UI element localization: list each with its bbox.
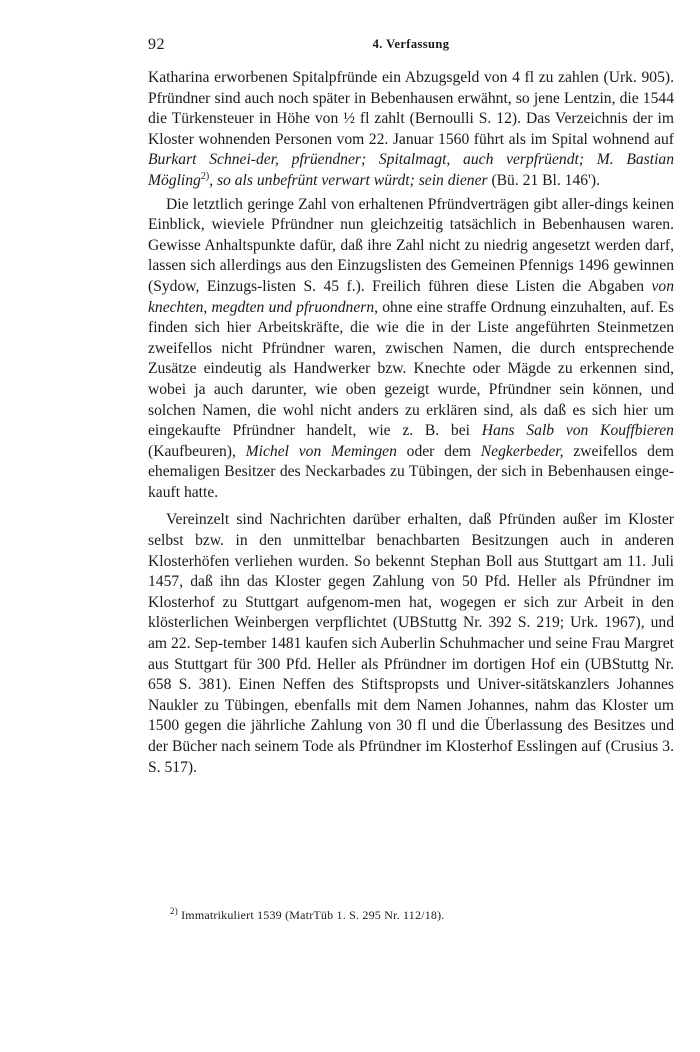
italic-quote: von knechten, megdten und pfruondnern, xyxy=(148,277,674,316)
page-number: 92 xyxy=(148,36,165,53)
italic-quote: Negkerbeder, xyxy=(480,442,564,460)
page-header xyxy=(148,36,674,56)
footnote xyxy=(170,908,670,923)
main-text xyxy=(148,68,674,778)
paragraph-1 xyxy=(148,68,674,192)
text-run: Die letztlich geringe Zahl von erhaltenen Pfründverträgen gibt aller-dings keinen Einblick, wieviele Pfründner nun gleichzeitig tatsächlich in Bebenhausen waren. Gewisse Anhaltspunkte dafür, daß ihre Zahl nicht zu niedrig angesetzt werden darf, lassen sich allerdings aus den Einzugslisten des Gemeinen Pfennigs 1496 gewinnen (Sydow, Einzugs-listen S. 45 f.). Freilich führen diese Listen die Abgaben xyxy=(148,195,674,295)
text-run: (Bü. 21 Bl. 146'). xyxy=(487,171,600,189)
italic-quote: Michel von Memingen xyxy=(245,442,397,460)
text-run: zweifellos dem ehemaligen Besitzer des Neckarbades zu Tübingen, der sich in Bebenhausen einge-kauft hatte. xyxy=(148,442,674,501)
text-run: Katharina erworbenen Spitalpfründe ein Abzugsgeld von 4 fl zu zahlen (Urk. 905). Pfründner sind auch noch später in Bebenhausen erwähnt, so jene Lentzin, die 1544 die Türkensteuer in Höhe von ½ fl zahlt (Bernoulli S. 12). Das Verzeichnis der im Kloster wohnenden Personen vom 22. Januar 1560 führt als im Spital wohnend auf xyxy=(148,69,674,148)
text-run: oder dem xyxy=(396,442,481,460)
paragraph-2 xyxy=(148,195,674,504)
text-run: (Kaufbeuren), xyxy=(148,442,246,460)
footnote-reference: 2) xyxy=(200,170,210,182)
italic-quote: Burkart Schnei-der, pfrüendner; Spitalmagt, auch verpfrüendt; M. Bastian Mögling xyxy=(148,151,674,189)
text-run: , xyxy=(209,171,217,189)
text-run: Vereinzelt sind Nachrichten darüber erhalten, daß Pfründen außer im Kloster selbst bzw. in den unmittelbar benachbarten Besitzungen auch in anderen Klosterhöfen verliehen wurden. So bekennt Stephan Boll aus Stuttgart am 11. Juli 1457, daß ihn das Kloster gegen Zahlung von 50 Pfd. Heller als Pfründner im Klosterhof zu Stuttgart aufgenom-men hat, wogegen er sich zur Arbeit in den klösterlichen Weinbergen verpflichtet (UBStuttg Nr. 392 S. 219; Urk. 1967), und am 22. Sep-tember 1481 kaufen sich Auberlin Schuhmacher und seine Frau Margret aus Stuttgart für 300 Pfd. Heller als Pfründner im dortigen Hof ein (UBStuttg Nr. 658 S. 381). Einen Neffen des Stiftspropsts und Univer-sitätskanzlers Johannes Naukler zu Tübingen, ebenfalls mit dem Namen Johannes, nahm das Kloster um 1500 gegen die jährliche Zahlung von 30 fl und die Überlassung des Besitzes und der Bücher nach seinem Tode als Pfründner im Klosterhof Esslingen auf (Crusius 3. S. 517). xyxy=(148,511,674,776)
text-run: ohne eine straffe Ordnung einzuhalten, auf. Es finden sich hier Arbeitskräfte, die wie die in der Liste angeführten Steinmetzen zweifellos nicht Pfründner waren, zwischen Namen, die durch entsprechende Zusätze eindeutig als Handwerker bzw. Knechte oder Mägde zu erkennen sind, wobei ja auch darunter, wie oben gezeigt wurde, Pfründner sein können, und solchen Namen, die wohl nicht anders zu erklären sind, als daß es sich hier um eingekaufte Pfründner handelt, wie z. B. bei xyxy=(148,298,674,440)
italic-quote: so als unbefrünt verwart würdt; sein diener xyxy=(216,171,488,189)
running-head: 4. Verfassung xyxy=(372,37,450,51)
paragraph-3 xyxy=(148,510,674,778)
footnote-text: Immatrikuliert 1539 (MatrTüb 1. S. 295 Nr. 112/18). xyxy=(177,908,445,922)
italic-quote: Hans Salb von Kouffbieren xyxy=(481,422,674,440)
footnote-marker: 2) xyxy=(170,906,178,916)
